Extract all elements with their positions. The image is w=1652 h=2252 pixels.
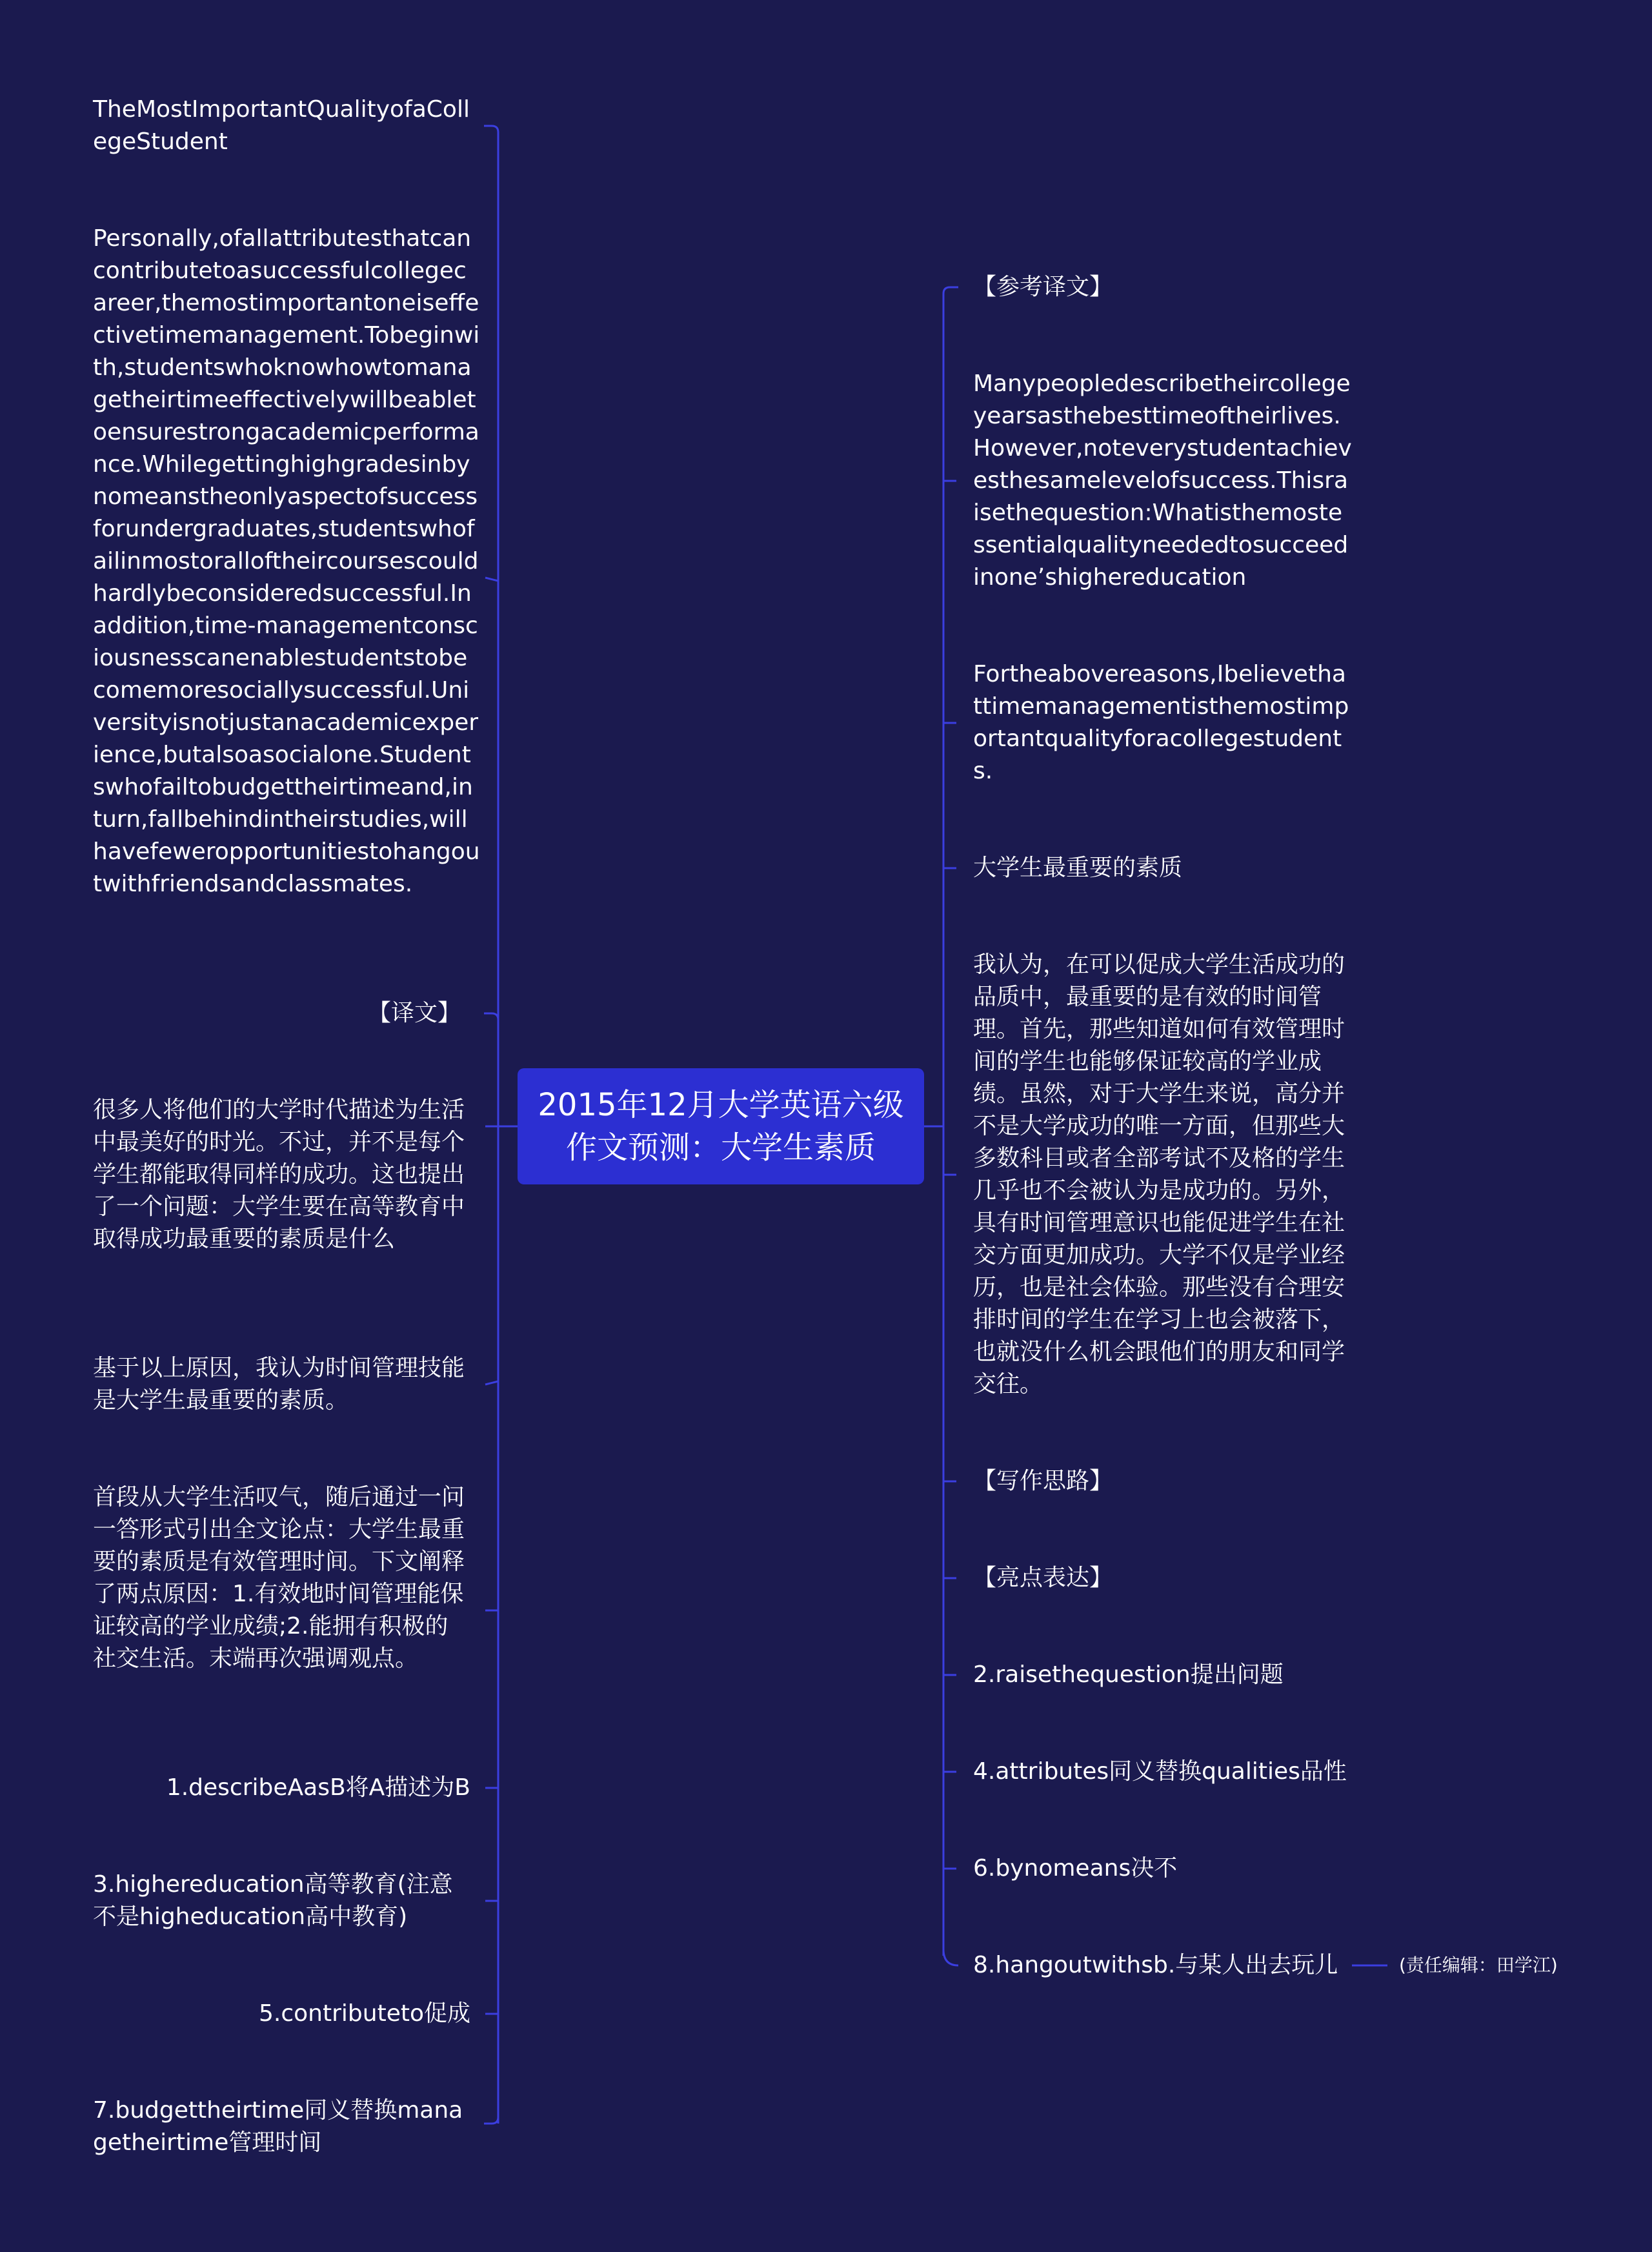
right-node-phrase-8[interactable]: 8.hangoutwithsb.与某人出去玩儿	[973, 1952, 1338, 1978]
left-node-essay[interactable]: Personally,ofallattributesthatcancontributetoasuccessfulcollegecareer,themostimportantoneiseffectivetimemanagement.Tobeginwith,studentswhoknowhowtomanagetheirtimeeffectivelywillbeabletoensurestrongacademicperformance.Whilegettinghighgradesinbynomeanstheonlyaspectofsuccessforundergraduates,studentswhofailinmostorallofthe​ircoursescouldhardlybeconsideredsuccessful.Inaddition,time-managementconsciousnesscanenablestudentstobecomemoresociallysuccessful.Universityisnotjustanacademicexperience,butalsoasocialone.Studentswhofailtobudgettheirtimeand,inturn,fallbehindintheirstudies,willhavefeweropportunitiestohangoutwithfriendsandclassmates.	[93, 225, 480, 897]
left-node-title[interactable]: TheMostImportantQualityofaCollegeStudent	[93, 96, 470, 155]
left-node-writing-idea[interactable]: 首段从大学生活叹气，随后通过一问一答形式引出全文论点：大学生最重要的素质是有效管理时间。下文阐释了两点原因：1.有效地时间管理能保证较高的学业成绩;2.能拥有积极的社交生活。末端再次强调观点。	[93, 1484, 465, 1672]
left-node-phrase-3[interactable]: 3.highereducation高等教育(注意不是higheducation高中教育)	[93, 1871, 453, 1930]
right-node-essay-cn[interactable]: 我认为，在可以促成大学生活成功的品质中，最重要的是有效的时间管理。首先，那些知道如何有效管理时间的学生也能够保证较高的学业成绩。虽然，对于大学生来说，高分并不是大学成功的唯一方面，但那些大多数科目或者全部考试不及格的学生几乎也不会被认为是成功的。另外，具有时间管理意识也能促进学生在社交方面更加成功。大学不仅是学业经历，也是社会体验。那些没有合理安排时间的学生在学习上也会被落下，也就没什么机会跟他们的朋友和同学交往。	[973, 951, 1345, 1397]
right-node-heading-cn[interactable]: 大学生最重要的素质	[973, 855, 1183, 881]
left-tick-10	[484, 2117, 498, 2124]
left-tick-5	[485, 1381, 498, 1385]
left-node-phrase-7[interactable]: 7.budgettheirtime同义替换managetheirtime管理时间	[93, 2097, 463, 2156]
root-title: 2015年12月大学英语六级作文预测：大学生素质	[538, 1087, 904, 1166]
right-node-writing-idea-label[interactable]: 【写作思路】	[973, 1468, 1113, 1494]
right-node-highlights-label[interactable]: 【亮点表达】	[973, 1565, 1113, 1591]
editor-note[interactable]: (责任编辑：田学江)	[1399, 1954, 1558, 1976]
root-node[interactable]	[518, 1068, 924, 1184]
right-node-reference-translation-2[interactable]: Fortheabovereasons,Ibelievethattimemanagementisthemostimportantqualityforacollegestudents.	[973, 661, 1349, 784]
left-node-phrase-5[interactable]: 5.contributeto促成	[259, 2000, 470, 2027]
right-tick-11	[943, 1949, 958, 1965]
left-tick-2	[485, 578, 498, 581]
right-node-reference-translation-1[interactable]: Manypeopledescribetheircollegeyearsasthebesttimeoftheirlives.However,noteverystudentachievesthesamelevelofsuccess.Thisraisethequestion:Whatisthemostessentialqualityneededtosucceedinone’shighereducation	[973, 370, 1352, 591]
left-node-phrase-1[interactable]: 1.describeAasB将A描述为B	[166, 1774, 470, 1801]
left-node-translation-2[interactable]: 基于以上原因，我认为时间管理技能是大学生最重要的素质。	[93, 1355, 465, 1414]
left-node-translation-label[interactable]: 【译文】	[367, 1000, 461, 1026]
right-tick-1	[943, 287, 958, 294]
left-tick-3	[484, 1013, 498, 1020]
right-node-phrase-6[interactable]: 6.bynomeans决不	[973, 1855, 1178, 1882]
right-node-phrase-2[interactable]: 2.raisethequestion提出问题	[973, 1661, 1284, 1688]
left-node-translation-1[interactable]: 很多人将他们的大学时代描述为生活中最美好的时光。不过，并不是每个学生都能取得同样的成功。这也提出了一个问题：大学生要在高等教育中取得成功最重要的素质是什么	[93, 1097, 465, 1252]
left-tick-1	[484, 126, 498, 132]
right-node-phrase-4[interactable]: 4.attributes同义替换qualities品性	[973, 1758, 1347, 1785]
right-node-reference-translation-label[interactable]: 【参考译文】	[973, 274, 1113, 300]
